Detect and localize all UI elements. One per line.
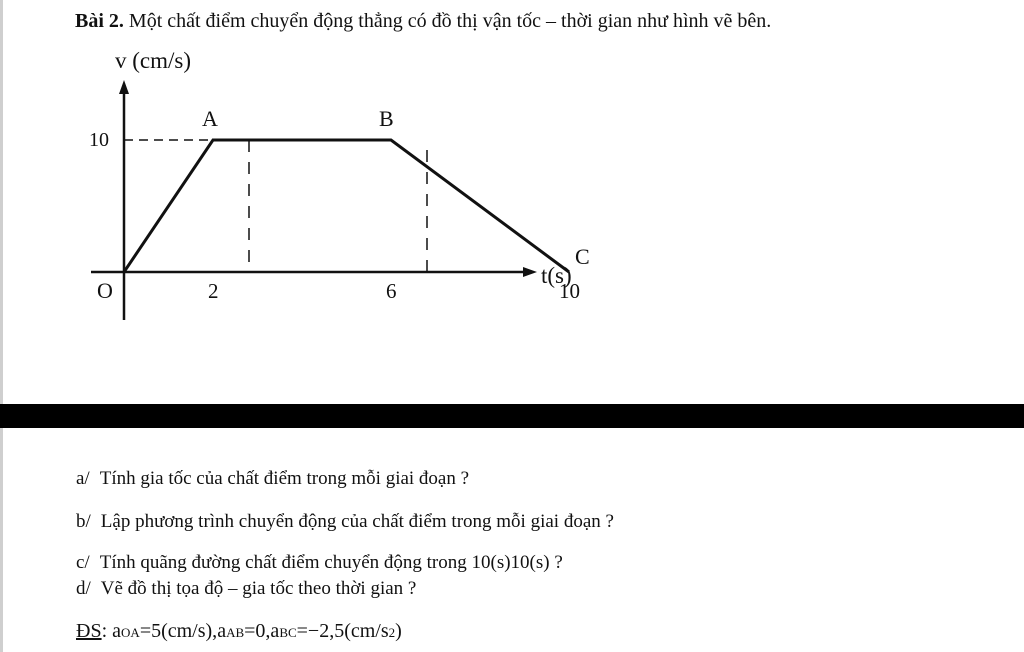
answer-sub-oa: OA — [121, 625, 140, 640]
answer-val-ab: =0, — [244, 620, 271, 642]
answer-close: ) — [395, 620, 402, 642]
answer-label: ĐS — [76, 620, 102, 642]
velocity-time-graph — [3, 0, 1024, 404]
problem-label: Bài 2. — [75, 10, 124, 32]
question-tag: d/ — [76, 578, 91, 599]
ylabel: v (cm/s) — [115, 48, 192, 73]
question-text: Tính quãng đường chất điểm chuyển động trong 10(s)10(s) ? — [99, 552, 563, 573]
question-text: Vẽ đồ thị tọa độ – gia tốc theo thời gian ? — [100, 578, 417, 599]
question-b — [76, 511, 614, 533]
question-a — [76, 468, 469, 490]
x-axis-arrow — [523, 267, 537, 277]
xtick-label-2: 2 — [208, 279, 219, 303]
ytick-10: 10 — [89, 129, 109, 151]
xlabel: t(s) — [541, 263, 572, 288]
answer-a-bc: a — [270, 620, 280, 642]
point-label-a: A — [202, 106, 218, 131]
point-label-b: B — [379, 106, 394, 131]
answer-a-oa: a — [112, 620, 122, 642]
answer-val-bc: =−2,5(cm/s — [296, 620, 389, 642]
answer-val-oa: =5(cm/s), — [139, 620, 218, 642]
answer-line: ĐS: aOA=5(cm/s),aAB=0,aBC=−2,5(cm/s2) — [76, 620, 402, 642]
xtick-label-6: 6 — [386, 279, 397, 303]
question-tag: b/ — [76, 511, 91, 532]
point-label-c: C — [575, 244, 590, 269]
section-divider — [0, 404, 1024, 428]
question-c — [76, 552, 563, 574]
question-tag: c/ — [76, 552, 90, 573]
y-axis-arrow — [119, 80, 129, 94]
questions-panel — [0, 428, 1024, 652]
problem-text: Một chất điểm chuyển động thẳng có đồ thị vận tốc – thời gian như hình vẽ bên. — [128, 10, 772, 32]
velocity-series-line — [124, 140, 569, 272]
xtick-label-10: 10 — [559, 279, 580, 303]
answer-sub-bc: BC — [279, 625, 297, 640]
answer-a-ab: a — [217, 620, 227, 642]
origin-label: O — [97, 278, 113, 303]
answer-sup: 2 — [388, 625, 396, 640]
question-text: Tính gia tốc của chất điểm trong mỗi giai đoạn ? — [99, 468, 470, 489]
answer-sub-ab: AB — [226, 625, 245, 640]
question-text: Lập phương trình chuyển động của chất điểm trong mỗi giai đoạn ? — [100, 511, 614, 532]
question-tag: a/ — [76, 468, 90, 489]
question-d — [76, 578, 416, 600]
